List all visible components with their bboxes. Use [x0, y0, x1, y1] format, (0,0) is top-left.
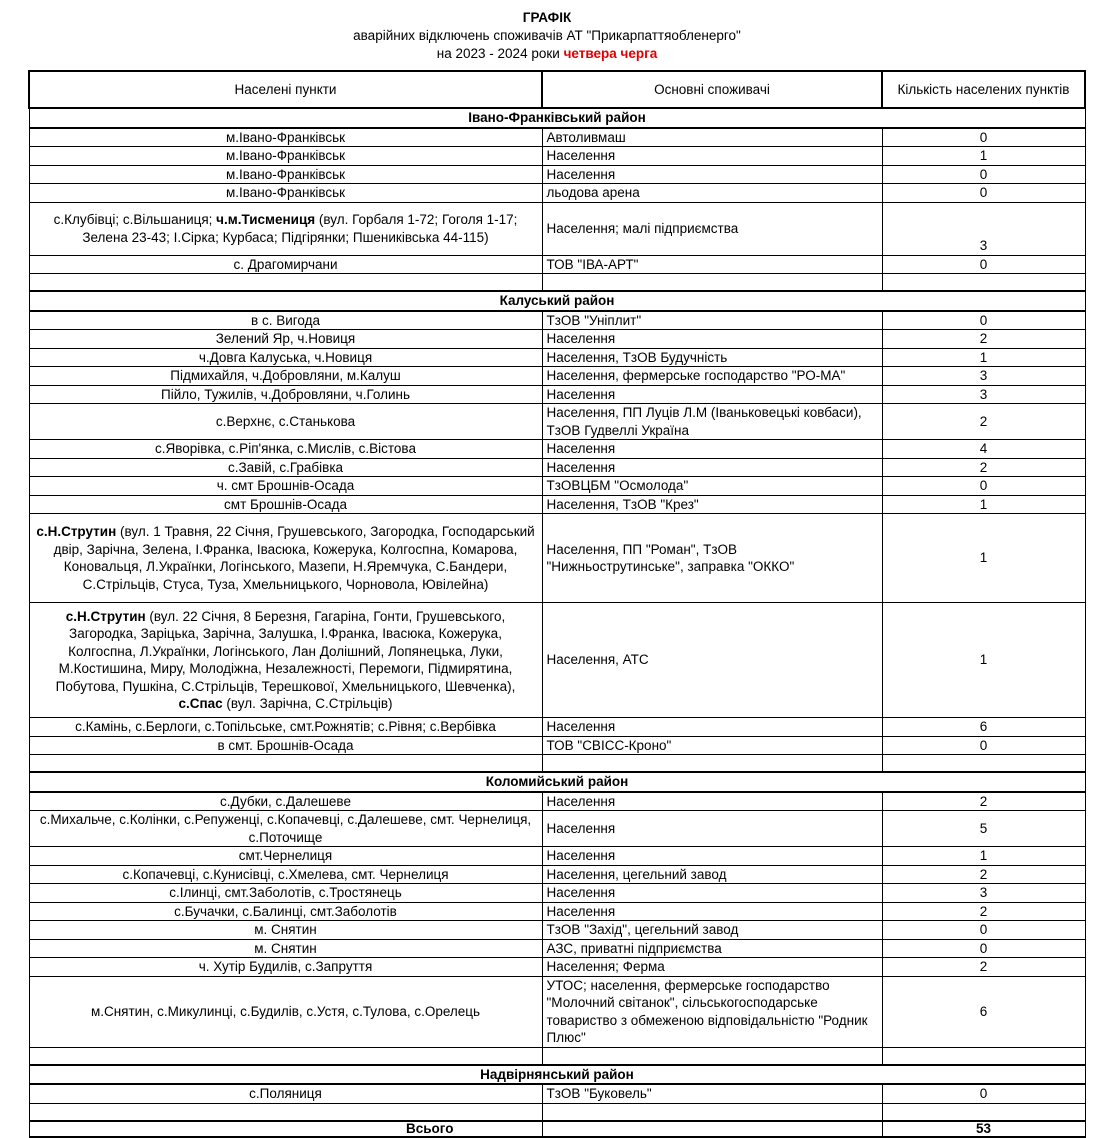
count-cell: 2 — [882, 792, 1085, 811]
location-text: (вул. Горбаля 1-72; Гоголя 1-17; Зелена 23-43; І.Сірка; Курбаса; Підгірянки; Пшениківська 44-115) — [82, 212, 518, 245]
col-header-count: Кількість населених пунктів — [882, 71, 1085, 108]
location-bold: ч.м.Тисмениця — [216, 212, 316, 227]
count-cell: 2 — [882, 404, 1085, 440]
district-name: Івано-Франківський район — [29, 108, 1085, 128]
consumers-cell: УТОС; населення, фермерське господарство "Молочний світанок", сільськогосподарське товариство з обмеженою відповідальністю "Родник Плюс" — [542, 976, 882, 1047]
location-cell: смт Брошнів-Осада — [29, 495, 542, 514]
count-cell: 0 — [882, 128, 1085, 147]
consumers-cell: Населення — [542, 811, 882, 847]
location-bold: с.Н.Струтин — [65, 608, 146, 624]
location-cell: с.Камінь, с.Берлоги, с.Топільське, смт.Рожнятів; с.Рівня; с.Вербівка — [29, 718, 542, 737]
table-row — [29, 128, 1085, 147]
location-cell: м.Івано-Франківськ — [29, 147, 542, 166]
location-cell: с.Ілинці, смт.Заболотів, с.Тростянець — [29, 884, 542, 903]
header-row — [29, 71, 1085, 108]
count-cell: 2 — [882, 458, 1085, 477]
count-cell: 2 — [882, 902, 1085, 921]
count-cell: 4 — [882, 440, 1085, 459]
location-text: (вул. 22 Січня, 8 Березня, Гагаріна, Гонти, Грушевського, Загородка, Зарiцька, Зарічна, Залушка, І.Франка, Івасюка, Кожерука, Колгоспна, Л.Українки, Логінського, Лан Долішний, Лопянецька, Луки, М.Костишина, Миру, Молодіжна, Незалежності, Перемоги, Підмирятина, Побутова, Пушкіна, С.Стрільців, Терешкової, Хмельницького, Шевченка), — [55, 608, 516, 694]
total-label: Всього — [29, 1121, 542, 1137]
table-row — [29, 184, 1085, 203]
location-cell: с.Яворівка, с.Ріп'янка, с.Мислів, с.Вістова — [29, 440, 542, 459]
location-cell: смт.Чернелиця — [29, 847, 542, 866]
consumers-cell: ТзОВ "Уніплит" — [542, 311, 882, 330]
count-cell: 1 — [882, 495, 1085, 514]
empty-row — [29, 755, 1085, 773]
table-row — [29, 367, 1085, 386]
table-row — [29, 147, 1085, 166]
table-row — [29, 921, 1085, 940]
district-row — [29, 772, 1085, 792]
total-row — [29, 1121, 1085, 1137]
consumers-cell: Населення, ПП "Роман", ТзОВ "Нижньострутинське", заправка "ОККО" — [542, 514, 882, 603]
count-cell: 2 — [882, 958, 1085, 977]
location-cell: с.Поляниця — [29, 1084, 542, 1103]
location-cell — [29, 202, 542, 255]
location-cell: м.Івано-Франківськ — [29, 184, 542, 203]
consumers-cell: Населення, ТзОВ "Крез" — [542, 495, 882, 514]
count-cell: 1 — [882, 514, 1085, 603]
consumers-cell: Населення, цегельний завод — [542, 865, 882, 884]
count-cell: 3 — [882, 884, 1085, 903]
table-row — [29, 736, 1085, 755]
consumers-cell: Населення — [542, 330, 882, 349]
table-row — [29, 165, 1085, 184]
table-row — [29, 202, 1085, 255]
consumers-cell: Населення — [542, 385, 882, 404]
count-cell: 0 — [882, 1084, 1085, 1103]
consumers-cell: Населення — [542, 884, 882, 903]
location-cell: Підмихайля, ч.Добровляни, м.Калуш — [29, 367, 542, 386]
table-row — [29, 939, 1085, 958]
table-row — [29, 976, 1085, 1047]
table-row — [29, 440, 1085, 459]
consumers-cell: льодова арена — [542, 184, 882, 203]
schedule-table — [28, 70, 1086, 1138]
consumers-cell: Населення, АТС — [542, 603, 882, 718]
location-cell: с.Завій, с.Грабівка — [29, 458, 542, 477]
years-text: на 2023 - 2024 роки — [436, 46, 560, 61]
table-row — [29, 255, 1085, 274]
consumers-cell: Населення — [542, 902, 882, 921]
queue-label: четвера черга — [563, 46, 658, 61]
empty-row — [29, 1047, 1085, 1065]
count-cell: 3 — [882, 202, 1085, 255]
count-cell: 0 — [882, 477, 1085, 496]
table-row — [29, 603, 1085, 718]
location-bold: с.Спас — [178, 696, 223, 711]
total-spacer — [542, 1121, 882, 1137]
location-cell: с.Дубки, с.Далешеве — [29, 792, 542, 811]
count-cell: 3 — [882, 385, 1085, 404]
location-cell: с.Копачевці, с.Кунисівці, с.Хмелева, смт. Чернелиця — [29, 865, 542, 884]
table-row — [29, 811, 1085, 847]
table-row — [29, 902, 1085, 921]
table-row — [29, 847, 1085, 866]
location-text: с.Клубівці; с.Вільшаниця; — [53, 212, 213, 227]
count-cell: 0 — [882, 311, 1085, 330]
location-cell: м. Снятин — [29, 939, 542, 958]
location-cell: в с. Вигода — [29, 311, 542, 330]
count-cell: 6 — [882, 718, 1085, 737]
location-cell: в смт. Брошнів-Осада — [29, 736, 542, 755]
consumers-cell: Автоливмаш — [542, 128, 882, 147]
consumers-cell: Населення; Ферма — [542, 958, 882, 977]
table-row — [29, 477, 1085, 496]
district-row — [29, 1065, 1085, 1085]
consumers-cell: Населення, ТзОВ Будучність — [542, 348, 882, 367]
count-cell: 3 — [882, 367, 1085, 386]
table-row — [29, 458, 1085, 477]
location-cell — [29, 603, 542, 718]
table-row — [29, 792, 1085, 811]
location-cell: с.Михальче, с.Колінки, с.Репуженці, с.Копачевці, с.Далешеве, смт. Чернелиця, с.Поточище — [29, 811, 542, 847]
consumers-cell: ТОВ "СВІСС-Кроно" — [542, 736, 882, 755]
empty-row — [29, 274, 1085, 292]
doc-subtitle: аварійних відключень споживачів АТ "Прикарпаттяобленерго" — [353, 28, 741, 43]
table-row — [29, 495, 1085, 514]
count-cell: 0 — [882, 736, 1085, 755]
count-cell: 1 — [882, 603, 1085, 718]
location-cell: с.Верхнє, с.Станькова — [29, 404, 542, 440]
count-cell: 1 — [882, 147, 1085, 166]
table-row — [29, 718, 1085, 737]
location-cell: м.Івано-Франківськ — [29, 165, 542, 184]
consumers-cell: Населення — [542, 147, 882, 166]
col-header-consumers: Основні споживачі — [542, 71, 882, 108]
consumers-cell: ТзОВ "Захід", цегельний завод — [542, 921, 882, 940]
consumers-cell: Населення — [542, 847, 882, 866]
table-row — [29, 865, 1085, 884]
doc-years — [0, 45, 1094, 63]
count-cell: 6 — [882, 976, 1085, 1047]
district-row — [29, 291, 1085, 311]
location-cell: Зелений Яр, ч.Новиця — [29, 330, 542, 349]
location-bold: с.Н.Струтин — [36, 524, 117, 539]
district-name: Коломийський район — [29, 772, 1085, 792]
table-row — [29, 958, 1085, 977]
table-row — [29, 514, 1085, 603]
table-row — [29, 404, 1085, 440]
table-row — [29, 884, 1085, 903]
location-text: (вул. Зарічна, С.Стрільців) — [222, 696, 393, 711]
location-cell: м. Снятин — [29, 921, 542, 940]
count-cell: 0 — [882, 184, 1085, 203]
consumers-cell: Населення, фермерське господарство "РО-МА" — [542, 367, 882, 386]
consumers-cell: ТзОВ "Буковель" — [542, 1084, 882, 1103]
location-cell: м.Снятин, с.Микулинці, с.Будилів, с.Устя, с.Тулова, с.Орелець — [29, 976, 542, 1047]
consumers-cell: Населення — [542, 165, 882, 184]
count-cell: 5 — [882, 811, 1085, 847]
count-cell: 0 — [882, 939, 1085, 958]
count-cell: 0 — [882, 921, 1085, 940]
consumers-cell: Населення; малі підприємства — [542, 202, 882, 255]
district-name: Калуський район — [29, 291, 1085, 311]
table-row — [29, 1084, 1085, 1103]
table-row — [29, 348, 1085, 367]
count-cell: 2 — [882, 865, 1085, 884]
empty-row — [29, 1103, 1085, 1121]
table-row — [29, 385, 1085, 404]
col-header-locations: Населені пункти — [29, 71, 542, 108]
consumers-cell: ТОВ "ІВА-АРТ" — [542, 255, 882, 274]
consumers-cell: АЗС, приватні підприємства — [542, 939, 882, 958]
table-row — [29, 311, 1085, 330]
consumers-cell: Населення, ПП Луців Л.М (Іваньковецькі ковбаси), ТзОВ Гудвеллі Україна — [542, 404, 882, 440]
location-cell — [29, 514, 542, 603]
consumers-cell: Населення — [542, 792, 882, 811]
district-row — [29, 108, 1085, 128]
consumers-cell: Населення — [542, 440, 882, 459]
consumers-cell: Населення — [542, 718, 882, 737]
doc-title: ГРАФІК — [522, 10, 572, 25]
consumers-cell: ТзОВЦБМ "Осмолода" — [542, 477, 882, 496]
location-cell: ч.Довга Калуська, ч.Новиця — [29, 348, 542, 367]
location-cell: ч. Хутір Будилів, с.Запруття — [29, 958, 542, 977]
location-cell: м.Івано-Франківськ — [29, 128, 542, 147]
table-row — [29, 330, 1085, 349]
consumers-cell: Населення — [542, 458, 882, 477]
count-cell: 0 — [882, 165, 1085, 184]
location-cell: Пійло, Тужилів, ч.Добровляни, ч.Голинь — [29, 385, 542, 404]
count-cell: 2 — [882, 330, 1085, 349]
count-cell: 0 — [882, 255, 1085, 274]
count-cell: 1 — [882, 348, 1085, 367]
location-cell: ч. смт Брошнів-Осада — [29, 477, 542, 496]
location-cell: с. Драгомирчани — [29, 255, 542, 274]
location-text: (вул. 1 Травня, 22 Січня, Грушевського, Загородка, Господарський двір, Зарічна, Зелена, І.Франка, Івасюка, Кожерука, Колгоспна, Комарова, Коновальця, Л.Українки, Логінського, Мазепи, Н.Яремчука, С.Бандери, С.Стрільців, Стуса, Туза, Хмельницького, Чорновола, Ювілейна) — [53, 524, 535, 592]
count-cell: 1 — [882, 847, 1085, 866]
location-cell: с.Бучачки, с.Балинці, смт.Заболотів — [29, 902, 542, 921]
district-name: Надвірнянський район — [29, 1065, 1085, 1085]
total-value: 53 — [882, 1121, 1085, 1137]
